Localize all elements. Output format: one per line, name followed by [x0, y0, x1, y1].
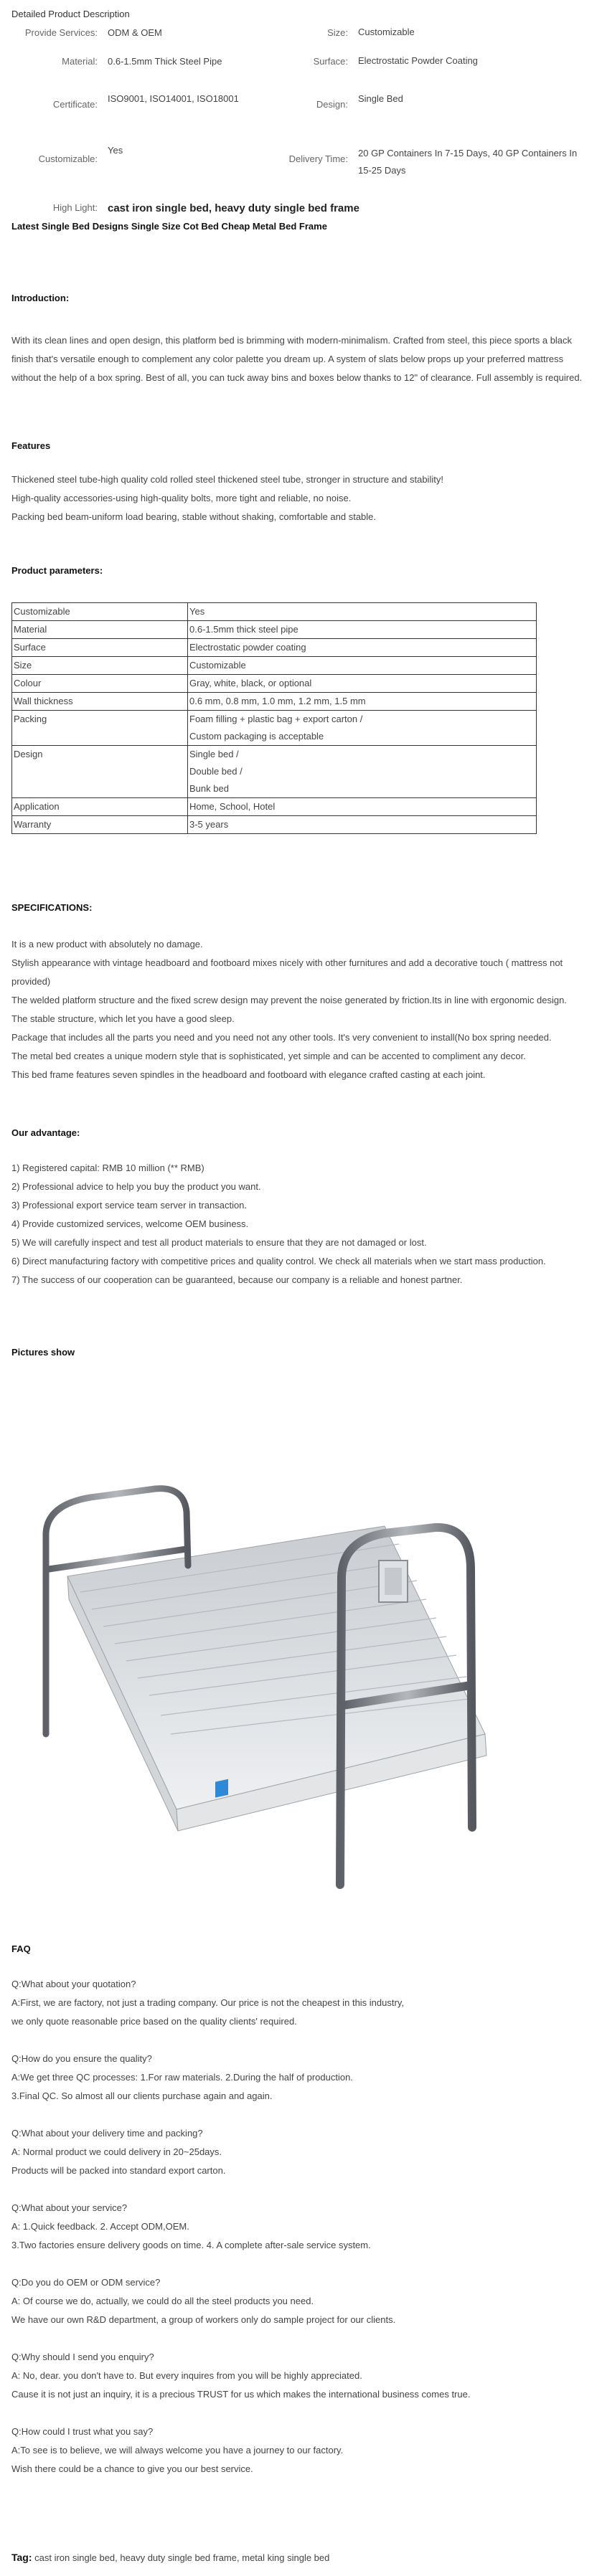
spec-line: The stable structure, which let you have a good sleep.	[11, 1013, 235, 1024]
faq-item	[11, 2273, 589, 2329]
faq-answer: Cause it is not just an inquiry, it is a precious TRUST for us which makes the international business comes true.	[11, 2389, 471, 2400]
param-value: 3-5 years	[188, 816, 537, 834]
param-value: Electrostatic powder coating	[188, 639, 537, 657]
bed-frame-icon	[11, 1397, 535, 1913]
feature-line: Packing bed beam-uniform load bearing, stable without shaking, comfortable and stable.	[11, 511, 377, 522]
spec-row	[11, 27, 589, 56]
param-value: 0.6-1.5mm thick steel pipe	[188, 621, 537, 639]
param-key: Customizable	[12, 603, 188, 621]
param-key: Material	[12, 621, 188, 639]
spec-row	[11, 56, 589, 90]
tag-link[interactable]: metal king single bed	[242, 2552, 330, 2563]
specifications-heading: SPECIFICATIONS:	[11, 902, 93, 913]
faq-question: Q:How do you ensure the quality?	[11, 2053, 152, 2064]
highlight-value: cast iron single bed, heavy duty single bed frame	[108, 202, 359, 214]
faq-item	[11, 2124, 589, 2180]
param-row	[12, 657, 537, 675]
param-key: Colour	[12, 675, 188, 693]
faq-answer: A: 1.Quick feedback. 2. Accept ODM,OEM.	[11, 2221, 189, 2232]
param-key: Size	[12, 657, 188, 675]
param-value: Gray, white, black, or optional	[188, 675, 537, 693]
param-row	[12, 639, 537, 657]
spec-label: Customizable:	[38, 153, 98, 164]
faq-answer: A:First, we are factory, not just a trading company. Our price is not the cheapest in this industry,	[11, 1997, 404, 2008]
spec-label: Provide Services:	[24, 27, 98, 38]
highlight-label: High Light:	[52, 202, 98, 213]
features-list	[11, 470, 589, 526]
param-row	[12, 746, 537, 798]
spec-value: ODM & OEM	[108, 27, 162, 38]
params-heading: Product parameters:	[11, 565, 103, 576]
tag-bar: Tag: cast iron single bed, heavy duty single bed frame, metal king single bed	[11, 2552, 330, 2563]
param-value: Yes	[188, 603, 537, 621]
spec-label: Certificate:	[52, 99, 98, 110]
pictures-heading: Pictures show	[11, 1347, 75, 1358]
faq-item	[11, 2348, 589, 2404]
faq-item	[11, 2199, 589, 2255]
spec-line: It is a new product with absolutely no damage.	[11, 939, 203, 950]
faq-list	[11, 1975, 589, 2478]
spec-value: ISO9001, ISO14001, ISO18001	[108, 93, 239, 104]
tag-link[interactable]: cast iron single bed	[34, 2552, 116, 2563]
spec-row	[11, 90, 589, 145]
spec-value: Yes	[108, 145, 123, 156]
faq-answer: We have our own R&D department, a group of workers only do sample project for our clients.	[11, 2314, 396, 2325]
faq-answer: A: No, dear. you don't have to. But every inquires from you will be highly appreciated.	[11, 2370, 362, 2381]
spec-line: The metal bed creates a unique modern style that is sophisticated, yet simple and can be accented to compliment any decor.	[11, 1051, 526, 1061]
faq-answer: Products will be packed into standard export carton.	[11, 2165, 226, 2176]
param-value: Home, School, Hotel	[188, 798, 537, 816]
faq-answer: we only quote reasonable price based on the quality clients' required.	[11, 2016, 297, 2027]
param-key: Surface	[12, 639, 188, 657]
advantage-line: 6) Direct manufacturing factory with competitive prices and quality control. We check all materials when we start mass production.	[11, 1256, 546, 1266]
param-key: Application	[12, 798, 188, 816]
param-row	[12, 693, 537, 711]
spec-table	[11, 27, 589, 231]
param-key: Wall thickness	[12, 693, 188, 711]
spec-value: Customizable	[358, 27, 415, 37]
advantage-line: 7) The success of our cooperation can be guaranteed, because our company is a reliable and honest partner.	[11, 1274, 463, 1285]
tag-link[interactable]: heavy duty single bed frame	[120, 2552, 237, 2563]
param-key: Packing	[12, 711, 188, 746]
spec-value: Single Bed	[358, 93, 403, 104]
advantage-line: 2) Professional advice to help you buy the product you want.	[11, 1181, 261, 1192]
faq-answer: A:To see is to believe, we will always welcome you have a journey to our factory.	[11, 2445, 344, 2456]
spec-label: Material:	[62, 56, 98, 67]
param-value: 0.6 mm, 0.8 mm, 1.0 mm, 1.2 mm, 1.5 mm	[188, 693, 537, 711]
spec-line: The welded platform structure and the fixed screw design may prevent the noise generated by friction.Its in line with ergonomic design.	[11, 995, 567, 1005]
advantage-heading: Our advantage:	[11, 1127, 80, 1138]
faq-question: Q:Why should I send you enquiry?	[11, 2352, 154, 2362]
param-value: Single bed / Double bed / Bunk bed	[188, 746, 537, 798]
param-value: Foam filling + plastic bag + export carton / Custom packaging is acceptable	[188, 711, 537, 746]
advantage-line: 4) Provide customized services, welcome OEM business.	[11, 1218, 249, 1229]
specifications-list	[11, 935, 589, 1084]
faq-answer: A: Of course we do, actually, we could do all the steel products you need.	[11, 2296, 314, 2306]
spec-line: This bed frame features seven spindles in the headboard and footboard with elegance crafted casting at each joint.	[11, 1069, 486, 1080]
feature-line: High-quality accessories-using high-quality bolts, more tight and reliable, no noise.	[11, 493, 352, 503]
faq-question: Q:What about your delivery time and packing?	[11, 2128, 203, 2139]
features-heading: Features	[11, 440, 51, 451]
bed-frame-photo	[11, 1397, 535, 1913]
faq-question: Q:How could I trust what you say?	[11, 2426, 154, 2437]
faq-item	[11, 2050, 589, 2106]
faq-answer: A:We get three QC processes: 1.For raw materials. 2.During the half of production.	[11, 2072, 353, 2083]
faq-heading: FAQ	[11, 1943, 31, 1954]
params-table	[11, 602, 537, 834]
param-row	[12, 603, 537, 621]
faq-answer: 3.Two factories ensure delivery goods on time. 4. A complete after-sale service system.	[11, 2240, 371, 2250]
param-row	[12, 675, 537, 693]
tag-label: Tag:	[11, 2552, 32, 2563]
param-row	[12, 711, 537, 746]
product-title: Latest Single Bed Designs Single Size Cot Bed Cheap Metal Bed Frame	[11, 221, 327, 232]
spec-row	[11, 145, 589, 202]
spec-label: Design:	[316, 99, 348, 110]
spec-value: 0.6-1.5mm Thick Steel Pipe	[108, 56, 222, 67]
faq-question: Q:What about your service?	[11, 2202, 128, 2213]
advantage-list	[11, 1159, 589, 1289]
faq-answer: 3.Final QC. So almost all our clients purchase again and again.	[11, 2090, 273, 2101]
spec-value: 20 GP Containers In 7-15 Days, 40 GP Containers In 15-25 Days	[358, 148, 578, 176]
spec-line: Stylish appearance with vintage headboard and footboard mixes nicely with other furnitures and add a decorative touch ( mattress not provided)	[11, 957, 563, 987]
param-key: Warranty	[12, 816, 188, 834]
spec-line: Package that includes all the parts you need and you need not any other tools. It's very convenient to install(No box spring needed.	[11, 1032, 552, 1043]
intro-heading: Introduction:	[11, 293, 70, 303]
param-row	[12, 816, 537, 834]
spec-label: Delivery Time:	[288, 153, 348, 164]
intro-text: With its clean lines and open design, this platform bed is brimming with modern-minimalism. Crafted from steel, this piece sports a black finish that's versatile enough to complement any color palette you dream up. A system of slats below props up your preferred mattress without the help of a box spring. Best of all, you can tuck away bins and boxes below thanks to 12" of clearance. Full assembly is required.	[11, 335, 583, 383]
param-key: Design	[12, 746, 188, 798]
faq-item	[11, 2423, 589, 2478]
faq-answer: A: Normal product we could delivery in 20~25days.	[11, 2146, 222, 2157]
faq-answer: Wish there could be a chance to give you our best service.	[11, 2463, 253, 2474]
feature-line: Thickened steel tube-high quality cold rolled steel thickened steel tube, stronger in structure and stability!	[11, 474, 443, 485]
description-header: Detailed Product Description	[11, 9, 130, 19]
faq-item	[11, 1975, 589, 2031]
advantage-line: 1) Registered capital: RMB 10 million (** RMB)	[11, 1162, 204, 1173]
faq-question: Q:Do you do OEM or ODM service?	[11, 2277, 161, 2288]
spec-value: Electrostatic Powder Coating	[358, 55, 478, 66]
spec-label: Size:	[327, 27, 348, 38]
advantage-line: 3) Professional export service team server in transaction.	[11, 1200, 248, 1211]
param-row	[12, 621, 537, 639]
param-row	[12, 798, 537, 816]
faq-question: Q:What about your quotation?	[11, 1979, 136, 1989]
advantage-line: 5) We will carefully inspect and test all product materials to ensure that they are not damaged or lost.	[11, 1237, 427, 1248]
param-value: Customizable	[188, 657, 537, 675]
spec-label: Surface:	[313, 56, 348, 67]
